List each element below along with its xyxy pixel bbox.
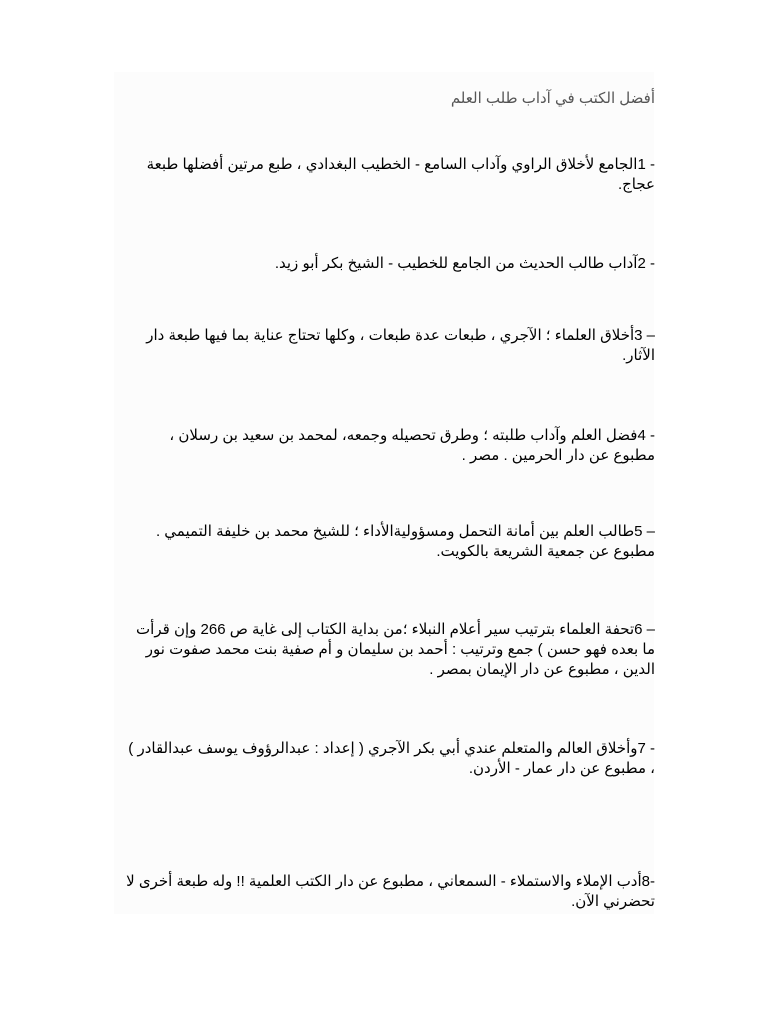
list-item: - 7وأخلاق العالم والمتعلم عندي أبي بكر الآجري ( إعداد : عبدالرؤوف يوسف عبدالقادر ) ، مطبوع عن دار عمار - الأردن. — [128, 740, 655, 777]
document-title: أفضل الكتب في آداب طلب العلم — [450, 90, 655, 107]
list-item: – 3أخلاق العلماء ؛ الآجري ، طبعات عدة طبعات ، وكلها تحتاج عناية بما فيها طبعة دار الآثار. — [146, 327, 655, 364]
list-item: -8أدب الإملاء والاستملاء - السمعاني ، مطبوع عن دار الكتب العلمية !! وله طبعة أخرى لا تحضرني الآن. — [126, 873, 655, 910]
list-item: - 4فضل العلم وآداب طلبته ؛ وطرق تحصيله وجمعه، لمحمد بن سعيد بن رسلان ، مطبوع عن دار الحرمين . مصر . — [169, 427, 655, 464]
list-item: – 6تحفة العلماء بترتيب سير أعلام النبلاء ؛من بداية الكتاب إلى غاية ص 266 وإن قرأت ما بعده فهو حسن ) جمع وترتيب : أحمد بن سليمان و أم صفية بنت محمد صفوت نور الدين ، مطبوع عن دار الإيمان بمصر . — [136, 621, 655, 678]
page-panel — [114, 72, 654, 914]
list-item: – 5طالب العلم بين أمانة التحمل ومسؤوليةالأداء ؛ للشيخ محمد بن خليفة التميمي . مطبوع عن جمعية الشريعة بالكويت. — [155, 523, 655, 560]
list-item: - 1الجامع لأخلاق الراوي وآداب السامع - الخطيب البغدادي ، طبع مرتين أفضلها طبعة عجاج. — [146, 156, 655, 193]
list-item: - 2آداب طالب الحديث من الجامع للخطيب - الشيخ بكر أبو زيد. — [274, 255, 655, 272]
